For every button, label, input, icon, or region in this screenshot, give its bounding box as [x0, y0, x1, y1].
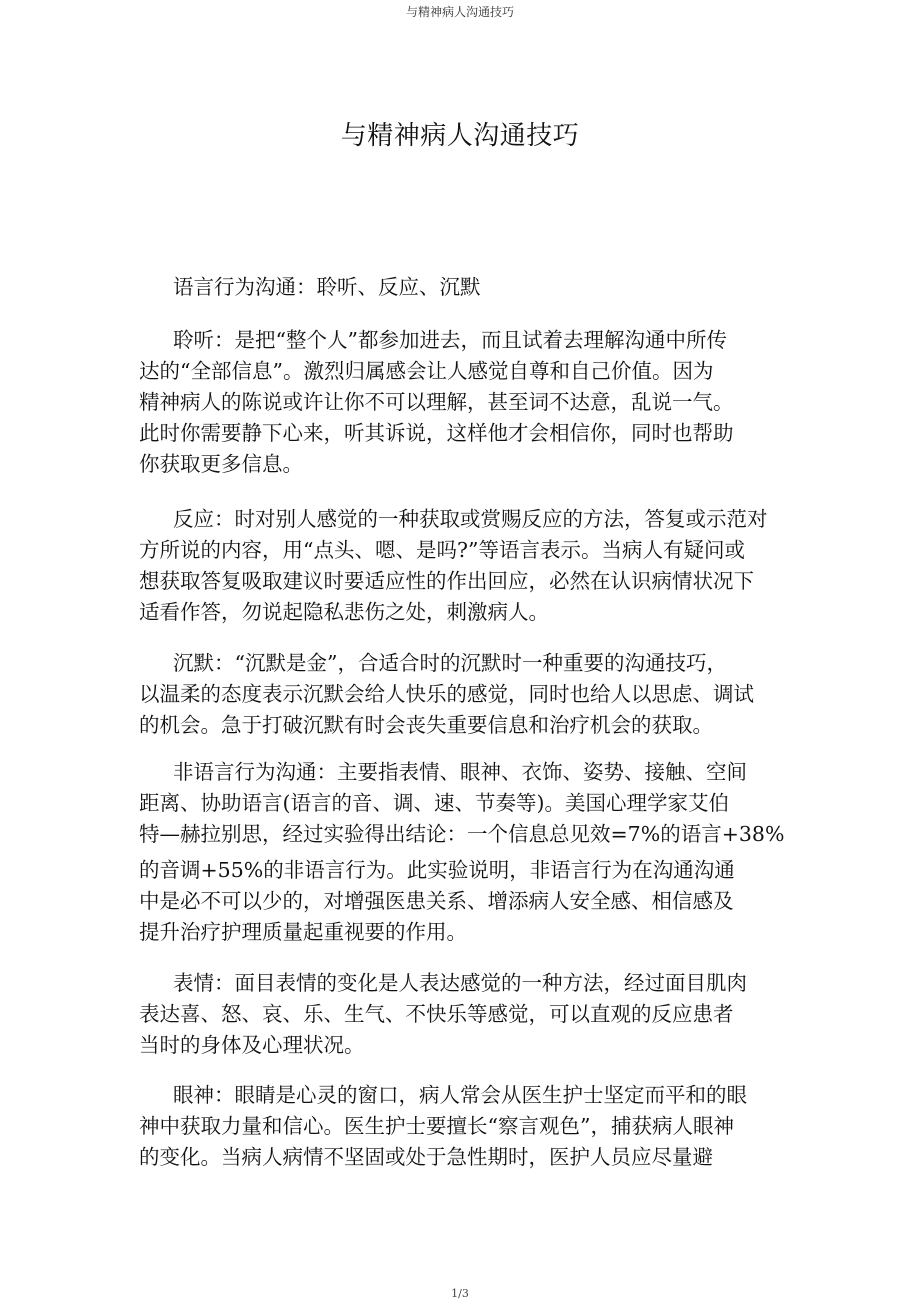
paragraph-line: 表达喜、怒、哀、乐、生气、不快乐等感觉，可以直观的反应患者: [139, 1002, 734, 1026]
paragraph-line: 聆听：是把“整个人”都参加进去，而且试着去理解沟通中所传: [173, 328, 727, 352]
paragraph-line: 眼神：眼睛是心灵的窗口，病人常会从医生护士坚定而平和的眼: [173, 1083, 747, 1107]
paragraph-line: 语言行为沟通：聆听、反应、沉默: [173, 275, 481, 299]
paragraph-listening: [139, 325, 734, 480]
paragraph-line: 的音调+55%的非语言行为。此实验说明，非语言行为在沟通沟通: [139, 858, 735, 882]
paragraph-expression: [139, 968, 747, 1061]
paragraph-line: 距离、协助语言(语言的音、调、速、节奏等)。美国心理学家艾伯: [139, 791, 729, 815]
paragraph-line: 此时你需要静下心来，听其诉说，这样他才会相信你，同时也帮助: [139, 421, 734, 445]
document-title: 与精神病人沟通技巧: [340, 121, 580, 151]
paragraph-line: 沉默：“沉默是金”，合适合时的沉默时一种重要的沟通技巧，: [173, 651, 727, 675]
paragraph-line: 精神病人的陈说或许让你不可以理解，甚至词不达意，乱说一气。: [139, 390, 734, 414]
paragraph-verbal-intro: [139, 272, 481, 303]
paragraph-line: 当时的身体及心理状况。: [139, 1033, 365, 1057]
paragraph-response: [139, 504, 768, 628]
paragraph-line: 中是必不可以少的，对增强医患关系、增添病人安全感、相信感及: [139, 889, 734, 913]
paragraph-line: 神中获取力量和信心。医生护士要擅长“察言观色”，捕获病人眼神: [139, 1114, 734, 1138]
paragraph-line: 以温柔的态度表示沉默会给人快乐的感觉，同时也给人以思虑、调试: [139, 682, 754, 706]
paragraph-nonverbal-continued: [139, 855, 735, 948]
paragraph-line: 的机会。急于打破沉默有时会丧失重要信息和治疗机会的获取。: [139, 713, 713, 737]
paragraph-line: 表情：面目表情的变化是人表达感觉的一种方法，经过面目肌肉: [173, 971, 747, 995]
paragraph-line: 适看作答，勿说起隐私悲伤之处，刺激病人。: [139, 600, 549, 624]
paragraph-silence: [139, 648, 754, 741]
running-header: 与精神病人沟通技巧: [405, 5, 514, 19]
paragraph-line: 方所说的内容，用“点头、嗯、是吗?”等语言表示。当病人有疑问或: [139, 538, 745, 562]
paragraph-line: 达的“全部信息”。激烈归属感会让人感觉自尊和自己价值。因为: [139, 359, 714, 383]
paragraph-line: 反应：时对别人感觉的一种获取或赏赐反应的方法，答复或示范对: [173, 507, 768, 531]
paragraph-eyes: [139, 1080, 747, 1173]
paragraph-line: 特—赫拉别思，经过实验得出结论：一个信息总见效=7%的语言+38%: [139, 822, 785, 846]
paragraph-line: 非语言行为沟通：主要指表情、眼神、衣饰、姿势、接触、空间: [173, 760, 747, 784]
page-number: 1/3: [451, 1287, 469, 1300]
paragraph-line: 的变化。当病人病情不坚固或处于急性期时，医护人员应尽量避: [139, 1145, 713, 1169]
paragraph-nonverbal: [139, 757, 784, 850]
paragraph-line: 想获取答复吸取建议时要适应性的作出回应，必然在认识病情状况下: [139, 569, 754, 593]
paragraph-line: 你获取更多信息。: [139, 452, 303, 476]
paragraph-line: 提升治疗护理质量起重视要的作用。: [139, 920, 467, 944]
